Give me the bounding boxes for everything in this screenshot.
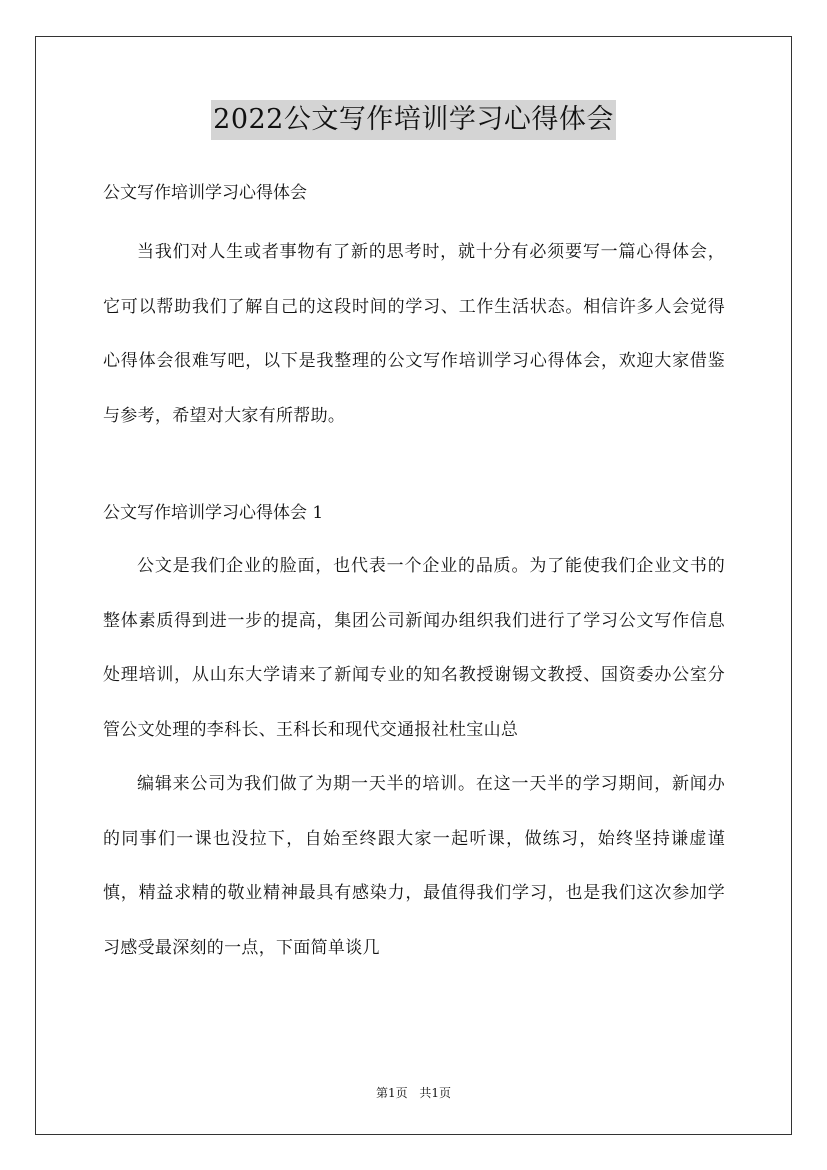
section-heading: 公文写作培训学习心得体会 1: [103, 503, 324, 523]
section-paragraph-2: 编辑来公司为我们做了为期一天半的培训。在这一天半的学习期间，新闻办的同事们一课也没拉下，自始至终跟大家一起听课，做练习，始终坚持谦虚谨慎，精益求精的敬业精神最具有感染力，最值得我们学习，也是我们这次参加学习感受最深刻的一点，下面简单谈几: [103, 774, 725, 958]
document-title: 2022公文写作培训学习心得体会: [211, 100, 616, 140]
page-total: 共1页: [419, 1086, 452, 1100]
page-footer: [0, 1084, 827, 1102]
document-body: [103, 171, 725, 975]
section-spacer: [103, 443, 725, 491]
title-container: [0, 100, 827, 140]
section-paragraph-1: 公文是我们企业的脸面，也代表一个企业的品质。为了能使我们企业文书的整体素质得到进一步的提高，集团公司新闻办组织我们进行了学习公文写作信息处理培训，从山东大学请来了新闻专业的知名教授谢锡文教授、国资委办公室分管公文处理的李科长、王科长和现代交通报社杜宝山总: [103, 556, 725, 740]
page-number: 第1页: [375, 1086, 408, 1100]
intro-heading: 公文写作培训学习心得体会: [103, 183, 307, 203]
intro-paragraph: 当我们对人生或者事物有了新的思考时，就十分有必须要写一篇心得体会，它可以帮助我们了解自己的这段时间的学习、工作生活状态。相信许多人会觉得心得体会很难写吧，以下是我整理的公文写作培训学习心得体会，欢迎大家借鉴与参考，希望对大家有所帮助。: [103, 242, 725, 426]
